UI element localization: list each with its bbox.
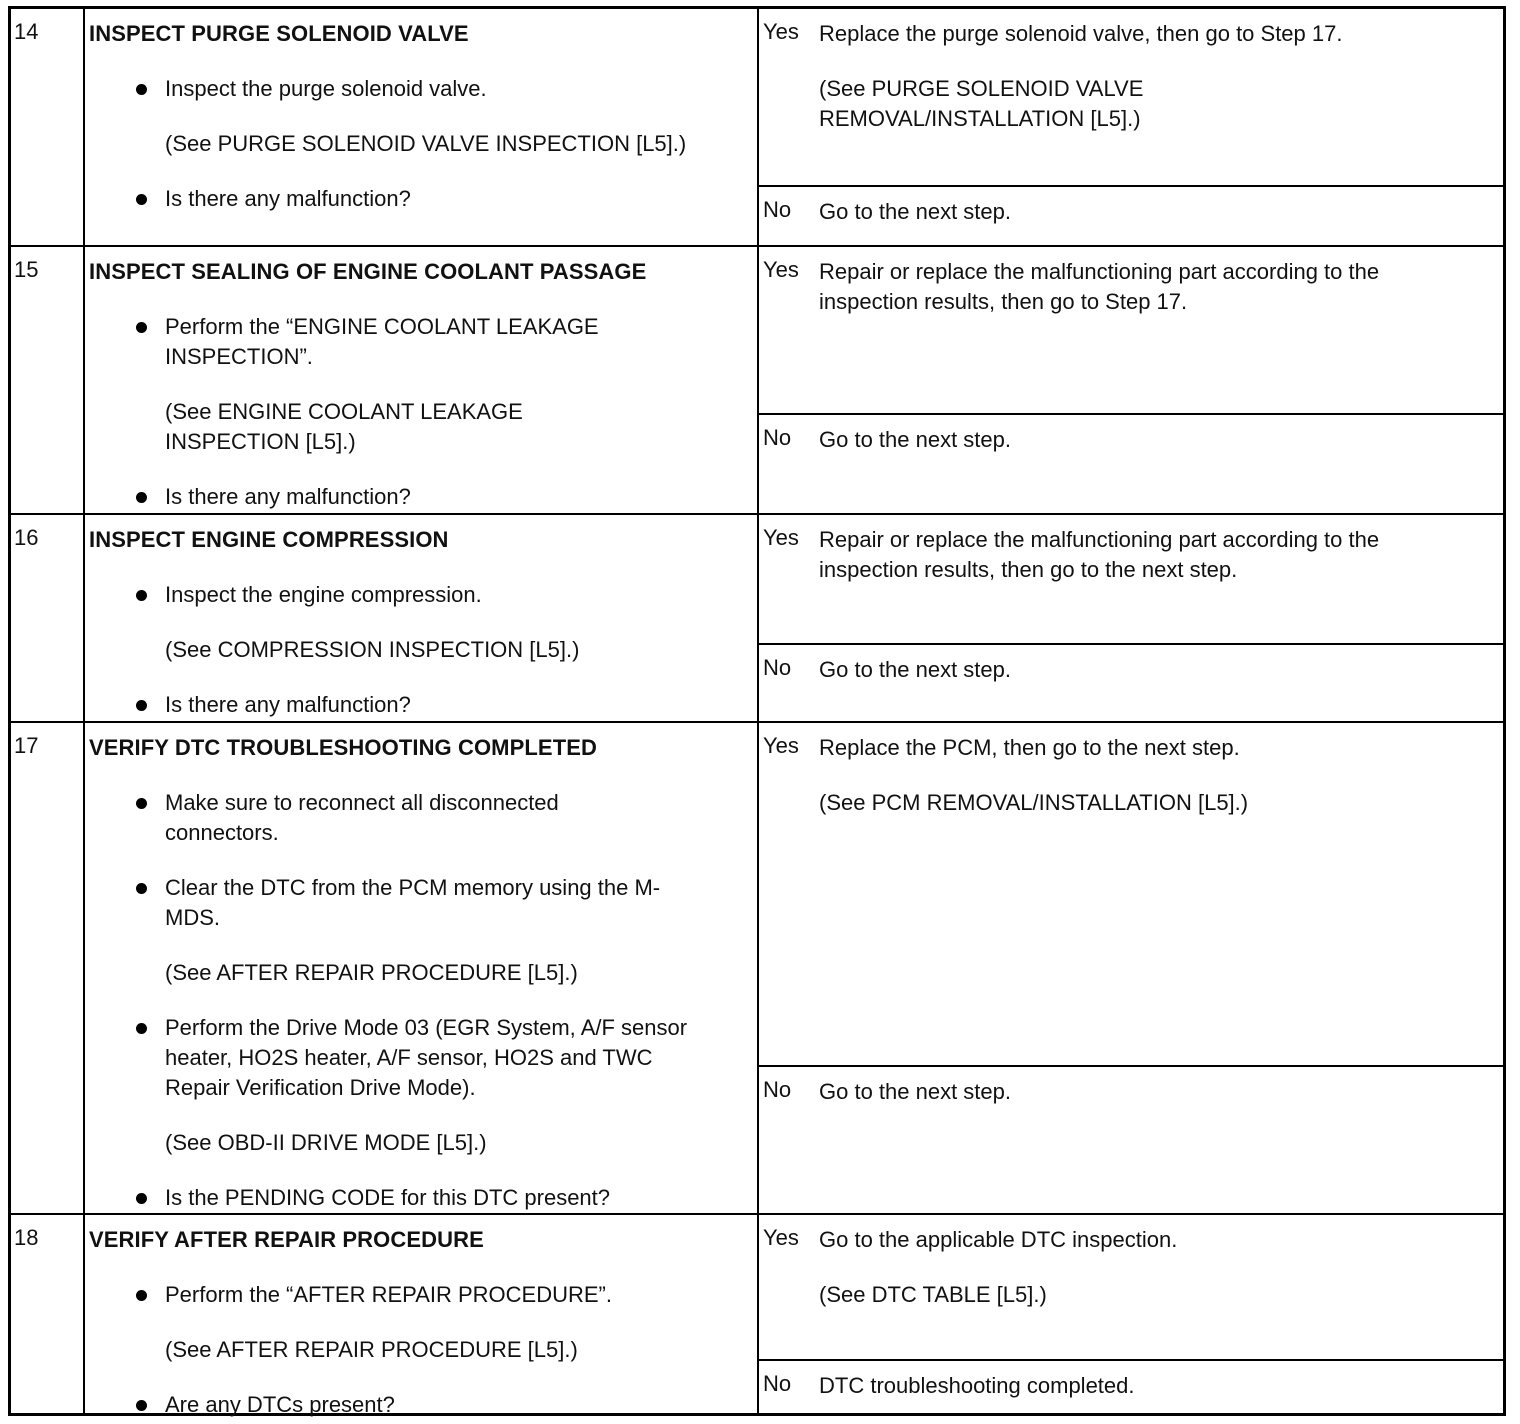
yes-label: Yes	[763, 525, 799, 550]
step-bullet: Inspect the purge solenoid valve.	[89, 74, 729, 104]
step-content	[89, 19, 729, 214]
step-bullet: Are any DTCs present?	[89, 1390, 729, 1420]
step-reference: (See AFTER REPAIR PROCEDURE [L5].)	[165, 960, 578, 985]
step-bullet: Perform the “ENGINE COOLANT LEAKAGE INSPECTION”.	[89, 312, 665, 372]
step-number: 17	[14, 733, 39, 758]
yes-text	[819, 733, 1479, 818]
no-result	[759, 1359, 1503, 1413]
no-text: DTC troubleshooting completed.	[819, 1373, 1135, 1398]
step-bullet: Is there any malfunction?	[89, 482, 729, 512]
troubleshooting-table	[8, 6, 1506, 1416]
step-reference: (See AFTER REPAIR PROCEDURE [L5].)	[165, 1337, 578, 1362]
no-result	[759, 413, 1503, 513]
step-number: 14	[14, 19, 39, 44]
step-bullet: Is there any malfunction?	[89, 690, 729, 720]
step-title: INSPECT PURGE SOLENOID VALVE	[89, 21, 469, 46]
step-number: 15	[14, 257, 39, 282]
step-title: INSPECT SEALING OF ENGINE COOLANT PASSAGE	[89, 259, 647, 284]
step-row-18	[11, 1213, 1503, 1417]
yes-text: Repair or replace the malfunctioning part according to the inspection results, then go to the next step.	[819, 527, 1380, 582]
step-bullet: Is there any malfunction?	[89, 184, 729, 214]
no-label: No	[763, 1371, 792, 1396]
step-row-14	[11, 9, 1503, 245]
no-text: Go to the next step.	[819, 199, 1012, 224]
step-row-17	[11, 721, 1503, 1213]
no-result	[759, 643, 1503, 721]
yes-reference: (See PCM REMOVAL/INSTALLATION [L5].)	[819, 790, 1249, 815]
no-result	[759, 185, 1503, 245]
step-row-16	[11, 513, 1503, 721]
yes-text	[819, 1225, 1479, 1310]
step-row-15	[11, 245, 1503, 513]
step-title: VERIFY AFTER REPAIR PROCEDURE	[89, 1227, 484, 1252]
no-label: No	[763, 655, 792, 680]
no-text: Go to the next step.	[819, 657, 1012, 682]
step-title: VERIFY DTC TROUBLESHOOTING COMPLETED	[89, 735, 597, 760]
step-reference: (See OBD-II DRIVE MODE [L5].)	[165, 1130, 487, 1155]
step-reference: (See PURGE SOLENOID VALVE INSPECTION [L5].)	[165, 131, 687, 156]
yes-action: Replace the purge solenoid valve, then go to Step 17.	[819, 21, 1343, 46]
step-bullet: Perform the “AFTER REPAIR PROCEDURE”.	[89, 1280, 729, 1310]
step-reference: (See COMPRESSION INSPECTION [L5].)	[165, 637, 580, 662]
yes-action: Replace the PCM, then go to the next step.	[819, 735, 1240, 760]
step-bullet: Clear the DTC from the PCM memory using the M-MDS.	[89, 873, 705, 933]
step-bullet: Make sure to reconnect all disconnected connectors.	[89, 788, 645, 848]
step-reference: (See ENGINE COOLANT LEAKAGE INSPECTION [L5].)	[165, 399, 523, 454]
yes-label: Yes	[763, 19, 799, 44]
step-content	[89, 257, 729, 512]
yes-result	[759, 9, 1503, 185]
step-content	[89, 525, 729, 720]
step-bullet: Inspect the engine compression.	[89, 580, 729, 610]
no-result	[759, 1065, 1503, 1213]
no-label: No	[763, 197, 792, 222]
yes-text: Repair or replace the malfunctioning part according to the inspection results, then go to Step 17.	[819, 259, 1380, 314]
yes-result	[759, 723, 1503, 1065]
step-number: 16	[14, 525, 39, 550]
step-bullet: Perform the Drive Mode 03 (EGR System, A/F sensor heater, HO2S heater, A/F sensor, HO2S and TWC Repair Verification Drive Mode).	[89, 1013, 705, 1103]
no-label: No	[763, 425, 792, 450]
no-label: No	[763, 1077, 792, 1102]
no-text: Go to the next step.	[819, 427, 1012, 452]
step-content	[89, 1225, 729, 1420]
yes-result	[759, 1215, 1503, 1359]
yes-action: Go to the applicable DTC inspection.	[819, 1227, 1178, 1252]
step-content	[89, 733, 729, 1213]
step-title: INSPECT ENGINE COMPRESSION	[89, 527, 449, 552]
yes-result	[759, 515, 1503, 643]
yes-label: Yes	[763, 733, 799, 758]
step-number: 18	[14, 1225, 39, 1250]
yes-result	[759, 247, 1503, 413]
yes-label: Yes	[763, 1225, 799, 1250]
yes-reference: (See PURGE SOLENOID VALVE REMOVAL/INSTALLATION [L5].)	[819, 76, 1144, 131]
yes-label: Yes	[763, 257, 799, 282]
yes-reference: (See DTC TABLE [L5].)	[819, 1282, 1047, 1307]
step-bullet: Is the PENDING CODE for this DTC present?	[89, 1183, 729, 1213]
no-text: Go to the next step.	[819, 1079, 1012, 1104]
yes-text	[819, 19, 1479, 134]
